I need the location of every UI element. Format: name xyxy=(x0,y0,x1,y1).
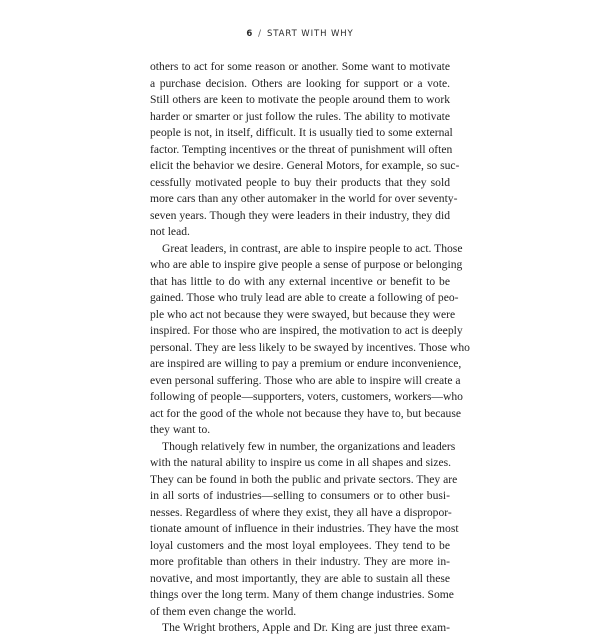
text-line: in all sorts of industries—selling to consumers or to other busi- xyxy=(150,489,450,502)
text-line: gained. Those who truly lead are able to create a following of peo- xyxy=(150,291,459,304)
text-line: Great leaders, in contrast, are able to inspire people to act. Those xyxy=(162,241,463,255)
text-line: The Wright brothers, Apple and Dr. King are just three exam- xyxy=(162,621,450,634)
text-line: act for the good of the whole not because they have to, but because xyxy=(150,406,461,420)
text-line: more profitable than others in their industry. They are more in- xyxy=(150,555,450,568)
text-line: ple who act not because they were swayed, but because they were xyxy=(150,307,456,321)
text-line: not lead. xyxy=(150,225,190,238)
running-title: START WITH WHY xyxy=(266,29,354,39)
text-line: cessfully motivated people to buy their products that they sold xyxy=(150,175,450,189)
text-line: novative, and most importantly, they are able to sustain all these xyxy=(150,571,450,585)
text-line: seven years. Though they were leaders in their industry, they did xyxy=(150,208,450,222)
text-line: loyal customers and the most loyal employees. They tend to be xyxy=(150,538,450,552)
text-line: Though relatively few in number, the organizations and leaders xyxy=(162,439,456,453)
text-line: they want to. xyxy=(150,423,211,436)
text-line: more cars than any other automaker in the world for over seventy- xyxy=(150,192,458,205)
text-line: of them even change the world. xyxy=(150,604,297,618)
text-line: others to act for some reason or another. Some want to motivate xyxy=(150,60,450,73)
paragraph xyxy=(150,439,459,621)
page-number: 6 xyxy=(246,29,254,39)
body-text xyxy=(150,59,470,637)
text-line: who are able to inspire give people a sense of purpose or belonging xyxy=(150,258,463,271)
text-line: They can be found in both the public and private sectors. They are xyxy=(150,472,458,486)
paragraph xyxy=(150,59,460,241)
text-line: a purchase decision. Others are looking for support or a vote. xyxy=(150,76,450,90)
text-line: Still others are keen to motivate the people around them to work xyxy=(150,93,450,106)
text-line: tionate amount of influence in their industries. They have the most xyxy=(150,522,459,535)
text-line: nesses. Regardless of where they exist, they all have a dispropor- xyxy=(150,505,452,519)
header-separator: / xyxy=(258,29,262,39)
text-line: elicit the behavior we desire. General Motors, for example, so suc- xyxy=(150,159,460,172)
text-line: inspired. For those who are inspired, the motivation to act is deeply xyxy=(150,324,463,337)
text-line: are inspired are willing to pay a premium or endure inconvenience, xyxy=(150,357,462,370)
text-line: harder or smarter or just follow the rules. The ability to motivate xyxy=(150,109,450,123)
text-line: with the natural ability to inspire us come in all shapes and sizes. xyxy=(150,456,452,469)
text-line: even personal suffering. Those who are able to inspire will create a xyxy=(150,373,461,387)
text-line: following of people—supporters, voters, customers, workers—who xyxy=(150,390,463,403)
text-line: people is not, in itself, difficult. It is usually tied to some external xyxy=(150,126,453,139)
paragraph xyxy=(150,620,450,637)
text-line: factor. Tempting incentives or the threat of punishment will often xyxy=(150,142,453,156)
text-line: personal. They are less likely to be swayed by incentives. Those who xyxy=(150,340,470,354)
paragraph xyxy=(150,241,470,439)
text-line: that has little to do with any external incentive or benefit to be xyxy=(150,274,450,288)
running-header xyxy=(0,29,600,39)
text-line: things over the long term. Many of them change industries. Some xyxy=(150,588,454,601)
